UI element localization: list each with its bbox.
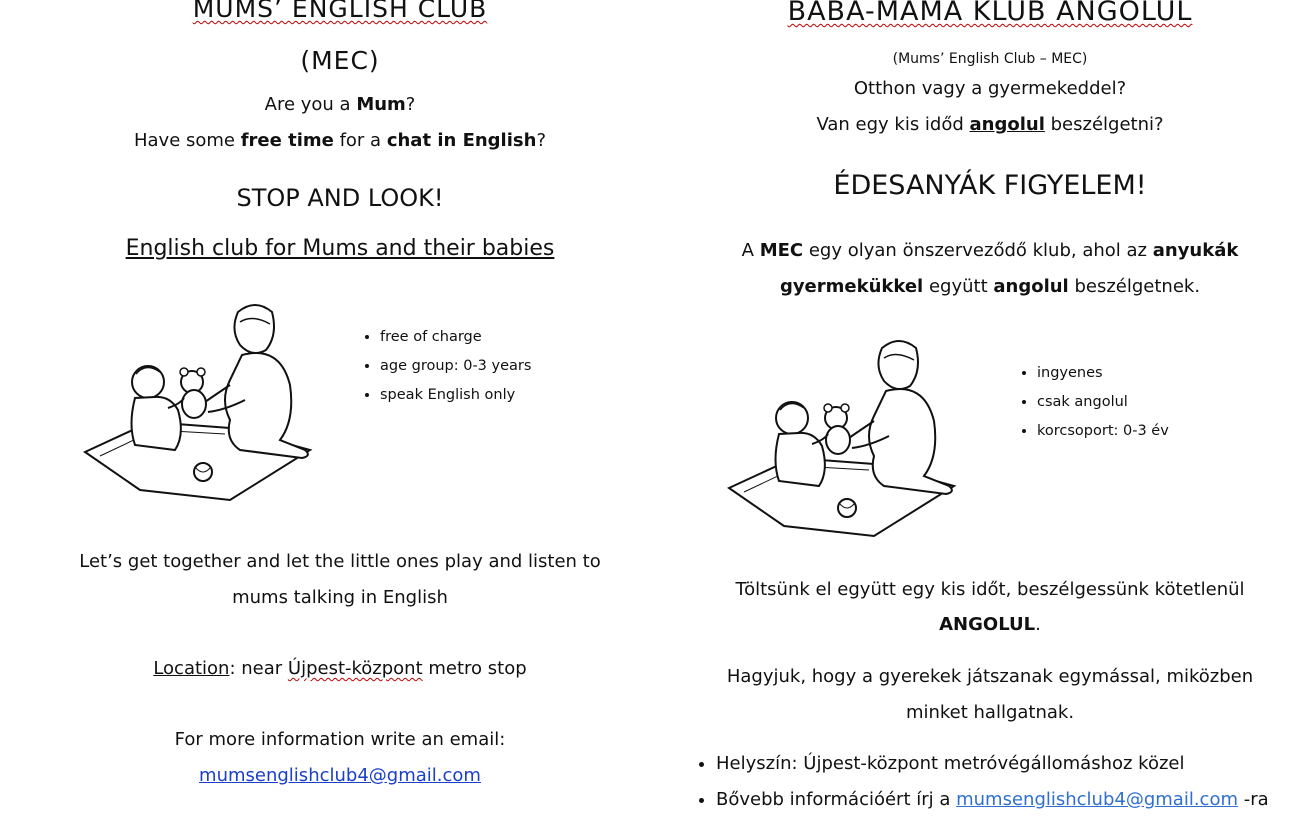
list-item-email: • Bővebb információért írj a mumsenglishclub4@gmail.com -ra [716, 788, 1303, 824]
paragraph-line: mums talking in English [232, 587, 448, 608]
list-item-location: • Helyszín: Újpest-központ metróvégállomáshoz közel [716, 752, 1303, 788]
feature-list [350, 327, 531, 414]
paragraph-line: Hagyjuk, hogy a gyerekek játszanak egymással, miközben [726, 666, 1254, 687]
question-home: Otthon vagy a gyermekeddel? [853, 78, 1127, 99]
headline: STOP AND LOOK! [236, 184, 444, 212]
description-line: gyermekükkel együtt angolul beszélgetnek. [779, 276, 1201, 297]
flyer-subtitle: (Mums’ English Club – MEC) [892, 51, 1088, 67]
question-mum: Are you a Mum? [264, 94, 416, 115]
tagline: English club for Mums and their babies [125, 236, 555, 261]
list-item: • free of charge [380, 327, 531, 356]
question-time: Van egy kis időd angolul beszélgetni? [816, 114, 1164, 135]
flyer-subtitle: (MEC) [300, 46, 380, 75]
email-link[interactable]: mumsenglishclub4@gmail.com [199, 765, 481, 786]
paragraph-line: minket hallgatnak. [905, 702, 1075, 723]
question-free-time: Have some free time for a chat in English? [133, 130, 546, 151]
info-text: For more information write an email: [174, 729, 506, 750]
mother-baby-illustration [80, 300, 320, 505]
list-item: • korcsoport: 0-3 év [1037, 421, 1169, 450]
flyer-title: MUMS’ ENGLISH CLUB [192, 0, 488, 23]
list-item: • speak English only [380, 385, 531, 414]
location: Location: near Újpest-központ metro stop [153, 658, 527, 679]
paragraph-line: ANGOLUL. [939, 614, 1041, 635]
headline: ÉDESANYÁK FIGYELEM! [833, 170, 1147, 201]
paragraph-line: Töltsünk el együtt egy kis időt, beszélgessünk kötetlenül [735, 579, 1245, 600]
feature-list [1007, 363, 1169, 450]
email-link[interactable]: mumsenglishclub4@gmail.com [956, 789, 1239, 810]
list-item: • csak angolul [1037, 392, 1169, 421]
email-row [60, 765, 620, 786]
list-item: • ingyenes [1037, 363, 1169, 392]
contact-list [690, 752, 1303, 824]
description-line: A MEC egy olyan önszerveződő klub, ahol az anyukák [741, 240, 1239, 261]
flyer-title: BABA-MAMA KLUB ANGOLUL [787, 0, 1193, 27]
paragraph-line: Let’s get together and let the little ones play and listen to [79, 551, 601, 572]
list-item: • age group: 0-3 years [380, 356, 531, 385]
mother-baby-illustration [724, 336, 964, 541]
